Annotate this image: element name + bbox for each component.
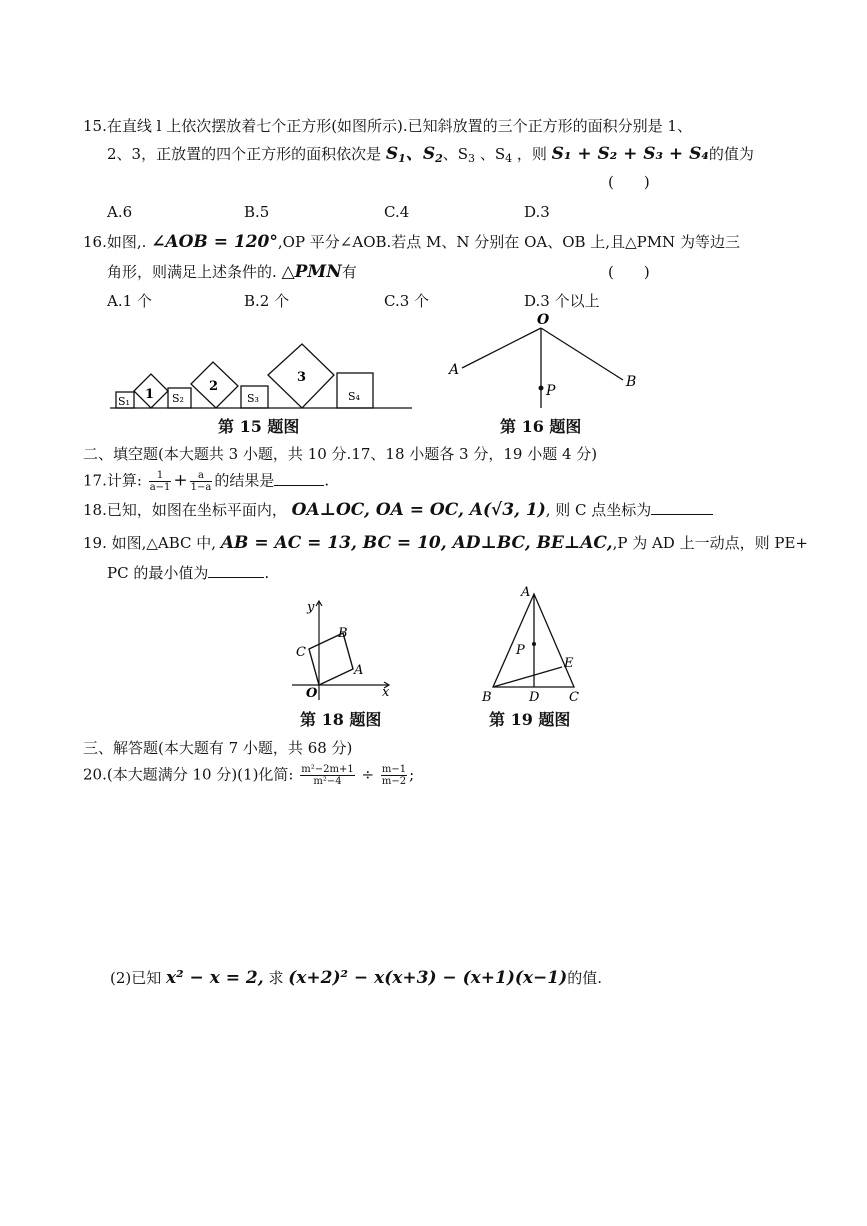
fig16-label-o: O	[537, 312, 550, 328]
fig15-label-s3: S₃	[247, 392, 259, 405]
fig18-label-x: x	[382, 685, 390, 700]
fig19-label-a: A	[521, 585, 531, 600]
fig18-label-c: C	[296, 645, 306, 660]
q19-prefix: 19. 如图,△ABC 中,	[83, 534, 217, 552]
fig16-label-p: P	[546, 383, 556, 399]
fig16-label-a: A	[449, 362, 460, 378]
q15-then: ，则	[516, 145, 547, 163]
q16-prefix: 16.如图,.	[83, 233, 147, 251]
q16-line2-text: 角形，则满足上述条件的.	[107, 263, 277, 281]
figure-18-coordinates	[290, 596, 400, 704]
figure-19-caption: 第 19 题图	[489, 710, 571, 729]
figure-16-angle	[440, 308, 650, 414]
q18-answer-blank[interactable]	[651, 500, 713, 515]
q15-line2-text: 2、3，正放置的四个正方形的面积依次是	[107, 145, 382, 163]
q20-target-expression: (x+2)² − x(x+3) − (x+1)(x−1)	[288, 968, 568, 988]
q20-divide: ÷	[361, 765, 375, 784]
fig19-label-p: P	[516, 643, 525, 658]
q17-fraction-1: $\frac{1}{a-1}$	[149, 470, 171, 493]
fig16-label-b: B	[626, 374, 637, 390]
q18-line	[83, 500, 713, 520]
q18-suffix: , 则 C 点坐标为	[545, 501, 652, 519]
q15-option-d: D.3	[524, 203, 550, 221]
q19-line1	[83, 533, 808, 553]
q15-line1: 15.在直线 l 上依次摆放着七个正方形(如图所示).已知斜放置的三个正方形的面积分别是 1、	[83, 117, 692, 135]
fig18-label-a: A	[354, 663, 364, 678]
s2-symbol: 、$S_2$	[405, 144, 443, 165]
q16-triangle-expression: △PMN	[281, 262, 342, 282]
q16-answer-paren: ( )	[608, 263, 650, 281]
q17-fraction-2: $\frac{a}{1-a}$	[190, 470, 212, 493]
q17-suffix: 的结果是	[214, 471, 275, 490]
q20-part1-line	[83, 764, 414, 792]
fig19-label-b: B	[482, 690, 492, 704]
q16-line1	[83, 232, 740, 252]
q19-line2	[107, 563, 269, 583]
figure-15-squares	[108, 338, 413, 414]
q20-given-expression: x² − x = 2,	[166, 968, 264, 988]
fig15-label-1: 1	[145, 387, 155, 402]
q17-prefix: 17.计算:	[83, 471, 142, 490]
s4-symbol: 、$S_4$	[479, 145, 513, 165]
q18-prefix: 18.已知，如图在坐标平面内，	[83, 501, 287, 519]
fig18-label-b: B	[338, 626, 348, 641]
q19-end: .	[264, 564, 270, 582]
fig18-label-y: y	[307, 600, 315, 615]
q20-prefix: 20.(本大题满分 10 分)(1)化简:	[83, 765, 294, 784]
q20-fraction-2: $\frac{m-1}{m-2}$	[381, 764, 407, 787]
q16-option-c: C.3 个	[384, 292, 430, 310]
q20-end: ;	[409, 765, 415, 784]
section-3-heading: 三、解答题(本大题有 7 小题，共 68 分)	[83, 739, 353, 757]
fig15-label-s2: S₂	[172, 392, 184, 405]
q17-end: .	[324, 471, 330, 490]
figure-15-caption: 第 15 题图	[218, 417, 300, 436]
fig15-label-s4: S₄	[348, 390, 360, 403]
q19-line1-rest: ,P 为 AD 上一动点，则 PE+	[612, 534, 808, 552]
q16-option-d: D.3 个以上	[524, 292, 600, 310]
q15-answer-paren: ( )	[608, 173, 650, 191]
figure-19-triangle	[478, 582, 590, 704]
q16-line1-rest: ,OP 平分∠AOB.若点 M、N 分别在 OA、OB 上,且△PMN 为等边三	[277, 233, 740, 251]
q18-expression: OA⊥OC, OA = OC, A(√3, 1)	[291, 500, 546, 520]
q15-option-b: B.5	[244, 203, 270, 221]
fig19-label-d: D	[529, 690, 540, 704]
s3-symbol: 、$S_3$	[442, 145, 476, 165]
q20-find: 求	[268, 969, 284, 987]
q16-angle-expression: ∠AOB = 120°	[151, 232, 278, 252]
q15-sum-expression: S₁ + S₂ + S₃ + S₄	[551, 144, 709, 164]
q15-option-a: A.6	[107, 203, 133, 221]
q20-part2-line	[110, 968, 602, 988]
section-2-heading: 二、填空题(本大题共 3 小题，共 10 分.17、18 小题各 3 分，19 小题 4 分)	[83, 445, 598, 463]
fig19-label-c: C	[569, 690, 579, 704]
q16-option-a: A.1 个	[107, 292, 152, 310]
q19-line2-text: PC 的最小值为	[107, 564, 209, 582]
q17-answer-blank[interactable]	[274, 471, 324, 486]
fig19-label-e: E	[564, 656, 574, 671]
q17-line	[83, 470, 329, 496]
fig15-label-s1: S₁	[118, 395, 130, 408]
q16-has: 有	[341, 263, 357, 281]
q15-option-c: C.4	[384, 203, 410, 221]
q16-line2	[107, 262, 357, 282]
q20-part2-prefix: (2)已知	[110, 969, 162, 987]
q20-fraction-1: $\frac{\text{m²−2m+1}}{\text{m²−4}}$	[301, 764, 354, 787]
fig15-label-3: 3	[297, 370, 307, 385]
q15-value-of: 的值为	[708, 145, 754, 163]
figure-16-caption: 第 16 题图	[500, 417, 582, 436]
q16-option-b: B.2 个	[244, 292, 290, 310]
s1-symbol: $S_1$	[385, 144, 406, 165]
fig18-label-o: O	[306, 686, 318, 701]
q19-expression: AB = AC = 13, BC = 10, AD⊥BC, BE⊥AC,	[220, 533, 613, 553]
q15-line2	[107, 144, 754, 169]
figure-18-caption: 第 18 题图	[300, 710, 382, 729]
q17-plus: +	[173, 470, 188, 491]
fig15-label-2: 2	[209, 379, 219, 394]
q20-part2-suffix: 的值.	[567, 969, 602, 987]
q19-answer-blank[interactable]	[208, 563, 264, 578]
